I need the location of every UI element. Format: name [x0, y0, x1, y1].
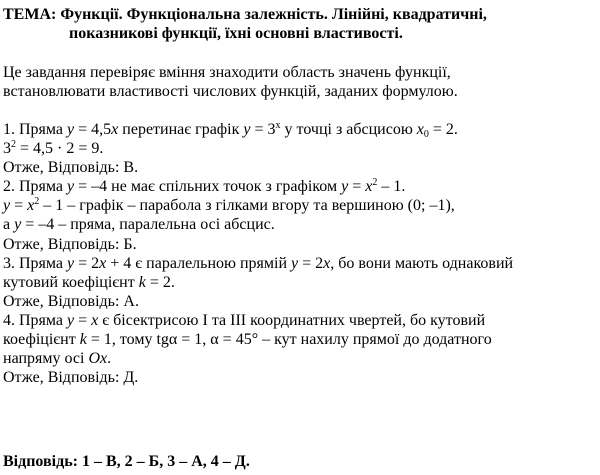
final-answer: Відповідь: 1 – В, 2 – Б, 3 – А, 4 – Д. [3, 453, 250, 470]
item-1-line-1: 1. Пряма y = 4,5x перетинає графік $y = 3^x$ у точці з абсцисою $x_0 = 2$. [3, 120, 458, 140]
item-3-line-1: 3. Пряма y = 2x + 4 є паралельною прямій y = 2x, бо вони мають однаковий [3, 254, 514, 272]
topic-title-text-1: Функції. Функціональна залежність. Лінійні, квадратичні, [60, 6, 487, 23]
intro-line-1: Це завдання перевіряє вміння знаходити область значень функції, [3, 64, 451, 81]
item-3-line-2: кутовий коефіцієнт k = 2. [3, 273, 175, 291]
item-4-line-2: коефіцієнт k = 1, тому tgα = 1, α = 45° – кут нахилу прямої до додатного [3, 331, 492, 349]
item-2-line-1: 2. Пряма y = –4 не має спільних точок з графіком $y = x^2 - 1$. [3, 177, 406, 196]
item-3-conclusion: Отже, Відповідь: А. [3, 292, 139, 310]
item-4-line-3: напряму осі Ox. [3, 350, 112, 368]
topic-title [3, 5, 597, 43]
intro-paragraph [3, 63, 597, 101]
item-1-conclusion: Отже, Відповідь: В. [3, 159, 139, 177]
topic-label: ТЕМА: [3, 6, 57, 23]
solution-block [3, 120, 597, 387]
item-1-line-2: $3^2 = 4,5 \cdot 2 = 9$. [3, 139, 104, 158]
item-4-conclusion: Отже, Відповідь: Д. [3, 369, 139, 387]
intro-line-2: встановлювати властивості числових функцій, заданих формулою. [3, 83, 458, 100]
item-2-line-2: $y = x^2 - 1$ – графік – парабола з гілками вгору та вершиною (0; –1), [3, 196, 455, 215]
item-4-line-1: 4. Пряма y = x є бісектрисою І та ІІІ координатних чвертей, бо кутовий [3, 311, 486, 329]
topic-title-line-1 [3, 5, 597, 24]
item-2-line-3: а y = –4 – пряма, паралельна осі абсцис. [3, 216, 275, 234]
item-2-conclusion: Отже, Відповідь: Б. [3, 235, 137, 253]
topic-title-line-2: показникові функції, їхні основні властивості. [69, 25, 403, 42]
